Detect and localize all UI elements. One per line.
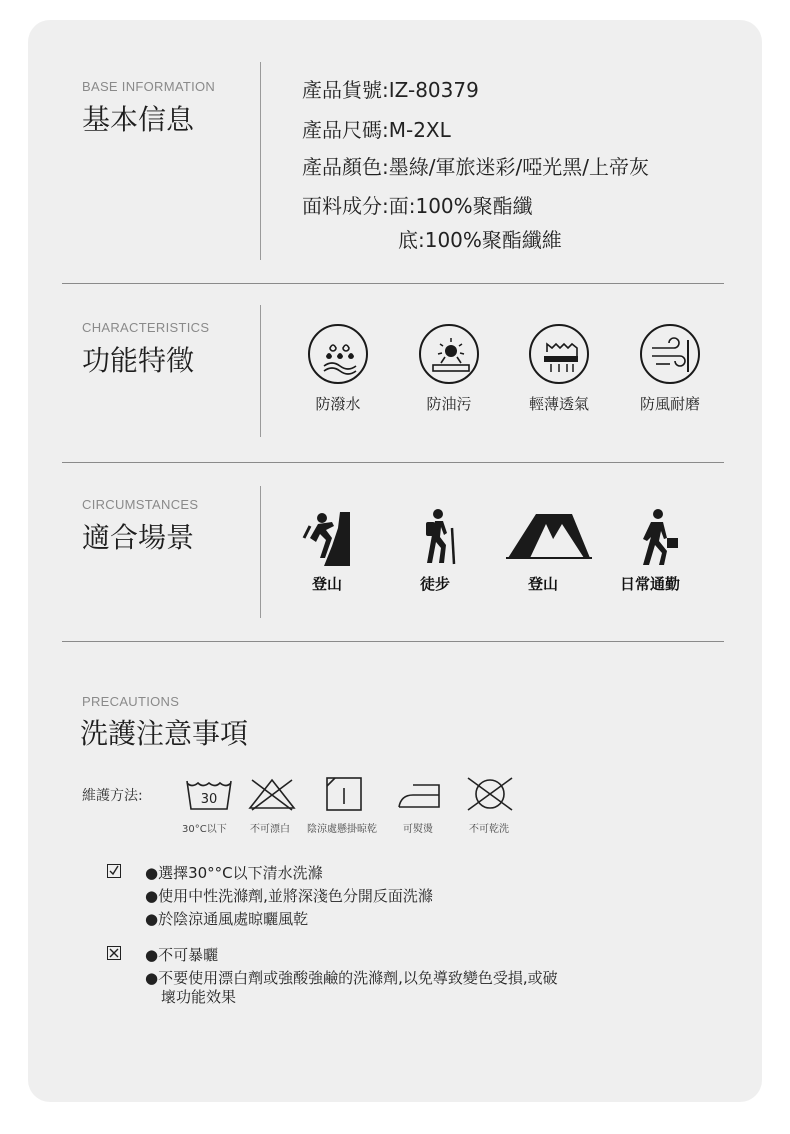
dont-item: ●不可暴曬	[145, 946, 219, 964]
product-color: 產品顏色:墨綠/軍旅迷彩/啞光黑/上帝灰	[302, 155, 649, 179]
wash-30-icon	[185, 777, 233, 811]
oil-proof-icon	[419, 324, 479, 384]
care-label: 不可乾洗	[469, 824, 509, 835]
breathable-icon	[529, 324, 589, 384]
hiker-icon	[416, 508, 460, 566]
tent-icon	[506, 510, 592, 560]
feature-label: 防風耐磨	[639, 395, 700, 413]
divider-vertical	[260, 486, 261, 618]
section-en-circ: CIRCUMSTANCES	[82, 497, 199, 512]
feature-label: 防油污	[426, 395, 472, 413]
scene-label: 徒步	[419, 575, 450, 593]
product-size: 產品尺碼:M-2XL	[302, 118, 451, 142]
section-title-char: 功能特徵	[82, 344, 195, 377]
divider-vertical	[260, 305, 261, 437]
section-title-circ: 適合場景	[82, 521, 195, 554]
scene-label: 登山	[311, 575, 342, 593]
scene-label: 登山	[527, 575, 558, 593]
windproof-icon	[640, 324, 700, 384]
do-item: ●於陰涼通風處晾曬風乾	[145, 910, 309, 928]
commuter-icon	[634, 508, 680, 566]
divider-horizontal	[62, 462, 724, 463]
fabric-lining: 底:100%聚酯纖維	[398, 228, 562, 252]
feature-label: 輕薄透氣	[528, 395, 589, 413]
section-en-base: BASE INFORMATION	[82, 79, 216, 94]
no-bleach-icon	[246, 776, 298, 812]
scene-label: 日常通勤	[619, 575, 680, 593]
dont-item: 壞功能效果	[161, 988, 237, 1006]
climber-icon	[300, 508, 356, 566]
no-dry-clean-icon	[462, 774, 518, 814]
do-item: ●選擇30°°C以下清水洗滌	[145, 864, 323, 882]
fabric-outer: 面料成分:面:100%聚酯纖	[302, 194, 533, 218]
care-label: 30°C以下	[182, 824, 227, 835]
check-icon	[107, 864, 121, 878]
section-en-char: CHARACTERISTICS	[82, 320, 210, 335]
water-repellent-icon	[308, 324, 368, 384]
care-label: 不可漂白	[250, 824, 290, 835]
feature-label: 防潑水	[315, 395, 361, 413]
divider-vertical	[260, 62, 261, 260]
section-title-prec: 洗護注意事項	[80, 717, 249, 750]
product-code: 產品貨號:IZ-80379	[302, 78, 479, 102]
care-title: 維護方法:	[82, 788, 143, 804]
section-title-base: 基本信息	[82, 103, 195, 136]
do-item: ●使用中性洗滌劑,並將深淺色分開反面洗滌	[145, 887, 433, 905]
care-label: 陰涼處懸掛晾乾	[307, 824, 377, 835]
wash-temp: 30	[200, 792, 218, 807]
divider-horizontal	[62, 283, 724, 284]
section-en-prec: PRECAUTIONS	[82, 694, 180, 709]
cross-icon	[107, 946, 121, 960]
divider-horizontal	[62, 641, 724, 642]
line-dry-shade-icon	[325, 776, 365, 812]
dont-item: ●不要使用漂白劑或強酸強鹼的洗滌劑,以免導致變色受損,或破	[145, 969, 558, 987]
care-label: 可熨燙	[403, 824, 433, 835]
iron-icon	[397, 779, 445, 811]
